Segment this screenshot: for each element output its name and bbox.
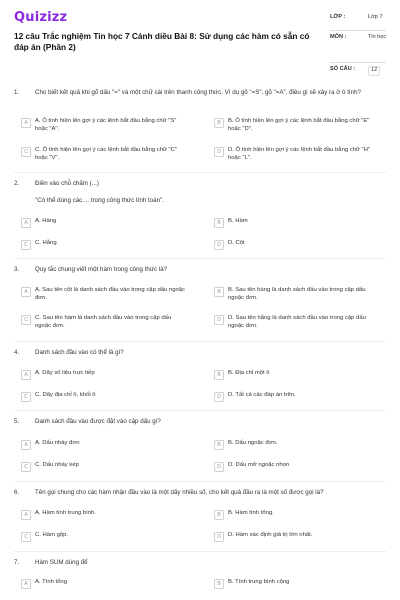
- option-text: B. Sau tên hàng là danh sách đầu vào trong cặp dấu ngoặc đơn.: [228, 287, 366, 301]
- question-number: 5.: [14, 418, 20, 425]
- option-letter-box: A: [21, 287, 31, 297]
- subject-value: Tin học: [368, 34, 387, 40]
- question-text: Cho biết kết quả khi gõ dấu "=" và một chữ cái trên thanh công thức. Ví dụ gõ "=S", gõ "=A", điều gì sẽ xảy ra ở ô tính?: [35, 89, 361, 96]
- option-letter-box: C: [21, 147, 31, 157]
- subject-label: MÔN :: [330, 34, 347, 40]
- count-value: 12: [368, 66, 380, 76]
- question-text: Tên gọi chung cho các hàm nhận đầu vào là một dãy nhiều số, cho kết quả đầu ra là một số được gọi là?: [35, 489, 324, 496]
- option-text: B. Hàm tính tổng.: [228, 510, 274, 516]
- question-divider: [14, 258, 386, 259]
- option-letter-box: C: [21, 240, 31, 250]
- question-text: Danh sách đầu vào có thể là gì?: [35, 349, 124, 356]
- option-letter-box: C: [21, 462, 31, 472]
- meta-divider: [330, 30, 386, 31]
- question-number: 6.: [14, 489, 20, 496]
- option-letter-box: D: [214, 240, 224, 250]
- question-number: 7.: [14, 559, 20, 566]
- option-letter-box: D: [214, 392, 224, 402]
- option-letter-box: B: [214, 510, 224, 520]
- option-letter-box: A: [21, 440, 31, 450]
- option-text: A. Hàng: [35, 218, 57, 224]
- option-text: D. Sau tên hằng là danh sách đầu vào trong cặp dấu ngoặc đơn.: [228, 315, 366, 329]
- option-text: B. Tính trung bình cộng: [228, 579, 290, 585]
- option-letter-box: C: [21, 392, 31, 402]
- class-label: LỚP :: [330, 14, 346, 20]
- question-text: Quy tắc chung viết một hàm trong công thức là?: [35, 266, 168, 273]
- option-text: B. Địa chỉ một ô: [228, 370, 270, 376]
- option-letter-box: D: [214, 147, 224, 157]
- option-letter-box: A: [21, 510, 31, 520]
- option-letter-box: D: [214, 315, 224, 325]
- option-text: C. Dãy địa chỉ ô, khối ô: [35, 392, 96, 398]
- option-letter-box: D: [214, 532, 224, 542]
- question-number: 4.: [14, 349, 20, 356]
- option-text: A. Ô tính hiện lên gợi ý các lệnh bắt đầu bằng chữ "S" hoặc "A".: [35, 118, 177, 132]
- question-text: Danh sách đầu vào được đặt vào cặp dấu gì?: [35, 418, 161, 425]
- option-text: B. Ô tính hiện lên gợi ý các lệnh bắt đầu bằng chữ "E" hoặc "D".: [228, 118, 370, 132]
- meta-divider: [330, 62, 386, 63]
- option-text: B. Hàm: [228, 218, 248, 224]
- option-text: A. Dấu nháy đơn: [35, 440, 80, 446]
- meta-count: [330, 66, 386, 78]
- option-letter-box: A: [21, 218, 31, 228]
- option-letter-box: D: [214, 462, 224, 472]
- option-text: C. Hằng: [35, 240, 57, 246]
- option-letter-box: A: [21, 370, 31, 380]
- option-text: C. Dấu nháy kép: [35, 462, 79, 468]
- question-text: Điền vào chỗ chấm (...): [35, 180, 99, 187]
- option-letter-box: B: [214, 287, 224, 297]
- option-letter-box: B: [214, 440, 224, 450]
- question-number: 1.: [14, 89, 20, 96]
- quizizz-logo: Quizizz: [14, 10, 68, 25]
- question-divider: [14, 481, 386, 482]
- question-subtext: "Có thể dùng các ... trong công thức tính toán".: [35, 197, 164, 204]
- option-letter-box: B: [214, 218, 224, 228]
- option-letter-box: B: [214, 118, 224, 128]
- question-text: Hàm SUM dùng để: [35, 559, 88, 566]
- option-letter-box: B: [214, 370, 224, 380]
- option-text: D. Cột: [228, 240, 245, 246]
- question-divider: [14, 551, 386, 552]
- option-text: D. Ô tính hiện lên gợi ý các lệnh bắt đầu bằng chữ "H" hoặc "L".: [228, 147, 370, 161]
- meta-subject: [330, 34, 386, 60]
- option-text: A. Dãy số liệu trực tiếp: [35, 370, 95, 376]
- meta-class: [330, 14, 386, 28]
- worksheet-meta: [330, 14, 386, 78]
- class-value: Lớp 7: [368, 14, 383, 20]
- question-divider: [14, 341, 386, 342]
- option-text: A. Hàm tính trung bình.: [35, 510, 96, 516]
- option-text: A. Sau tên cột là danh sách đầu vào trong cặp dấu ngoặc đơn.: [35, 287, 185, 301]
- option-text: C. Ô tính hiện lên gợi ý các lệnh bắt đầu bằng chữ "C" hoặc "V".: [35, 147, 177, 161]
- count-label: SỐ CÂU :: [330, 66, 356, 72]
- worksheet-title: 12 câu Trắc nghiệm Tin học 7 Cánh diều Bài 8: Sử dụng các hàm có sẵn có đáp án (Phần 2): [14, 31, 310, 52]
- option-text: D. Hàm xác định giá trị lớn nhất.: [228, 532, 313, 538]
- option-text: C. Hàm gộp.: [35, 532, 69, 538]
- option-letter-box: A: [21, 579, 31, 589]
- option-text: D. Tất cả các đáp án trên.: [228, 392, 296, 398]
- option-letter-box: B: [214, 579, 224, 589]
- question-divider: [14, 172, 386, 173]
- option-letter-box: C: [21, 532, 31, 542]
- question-number: 3.: [14, 266, 20, 273]
- option-text: D. Dấu mở ngoặc nhọn: [228, 462, 290, 468]
- option-text: C. Sau tên hàm là danh sách đầu vào trong cặp dấu ngoặc đơn.: [35, 315, 172, 329]
- question-number: 2.: [14, 180, 20, 187]
- option-text: B. Dấu ngoặc đơn.: [228, 440, 278, 446]
- option-letter-box: C: [21, 315, 31, 325]
- question-divider: [14, 410, 386, 411]
- option-text: A. Tính tổng: [35, 579, 67, 585]
- option-letter-box: A: [21, 118, 31, 128]
